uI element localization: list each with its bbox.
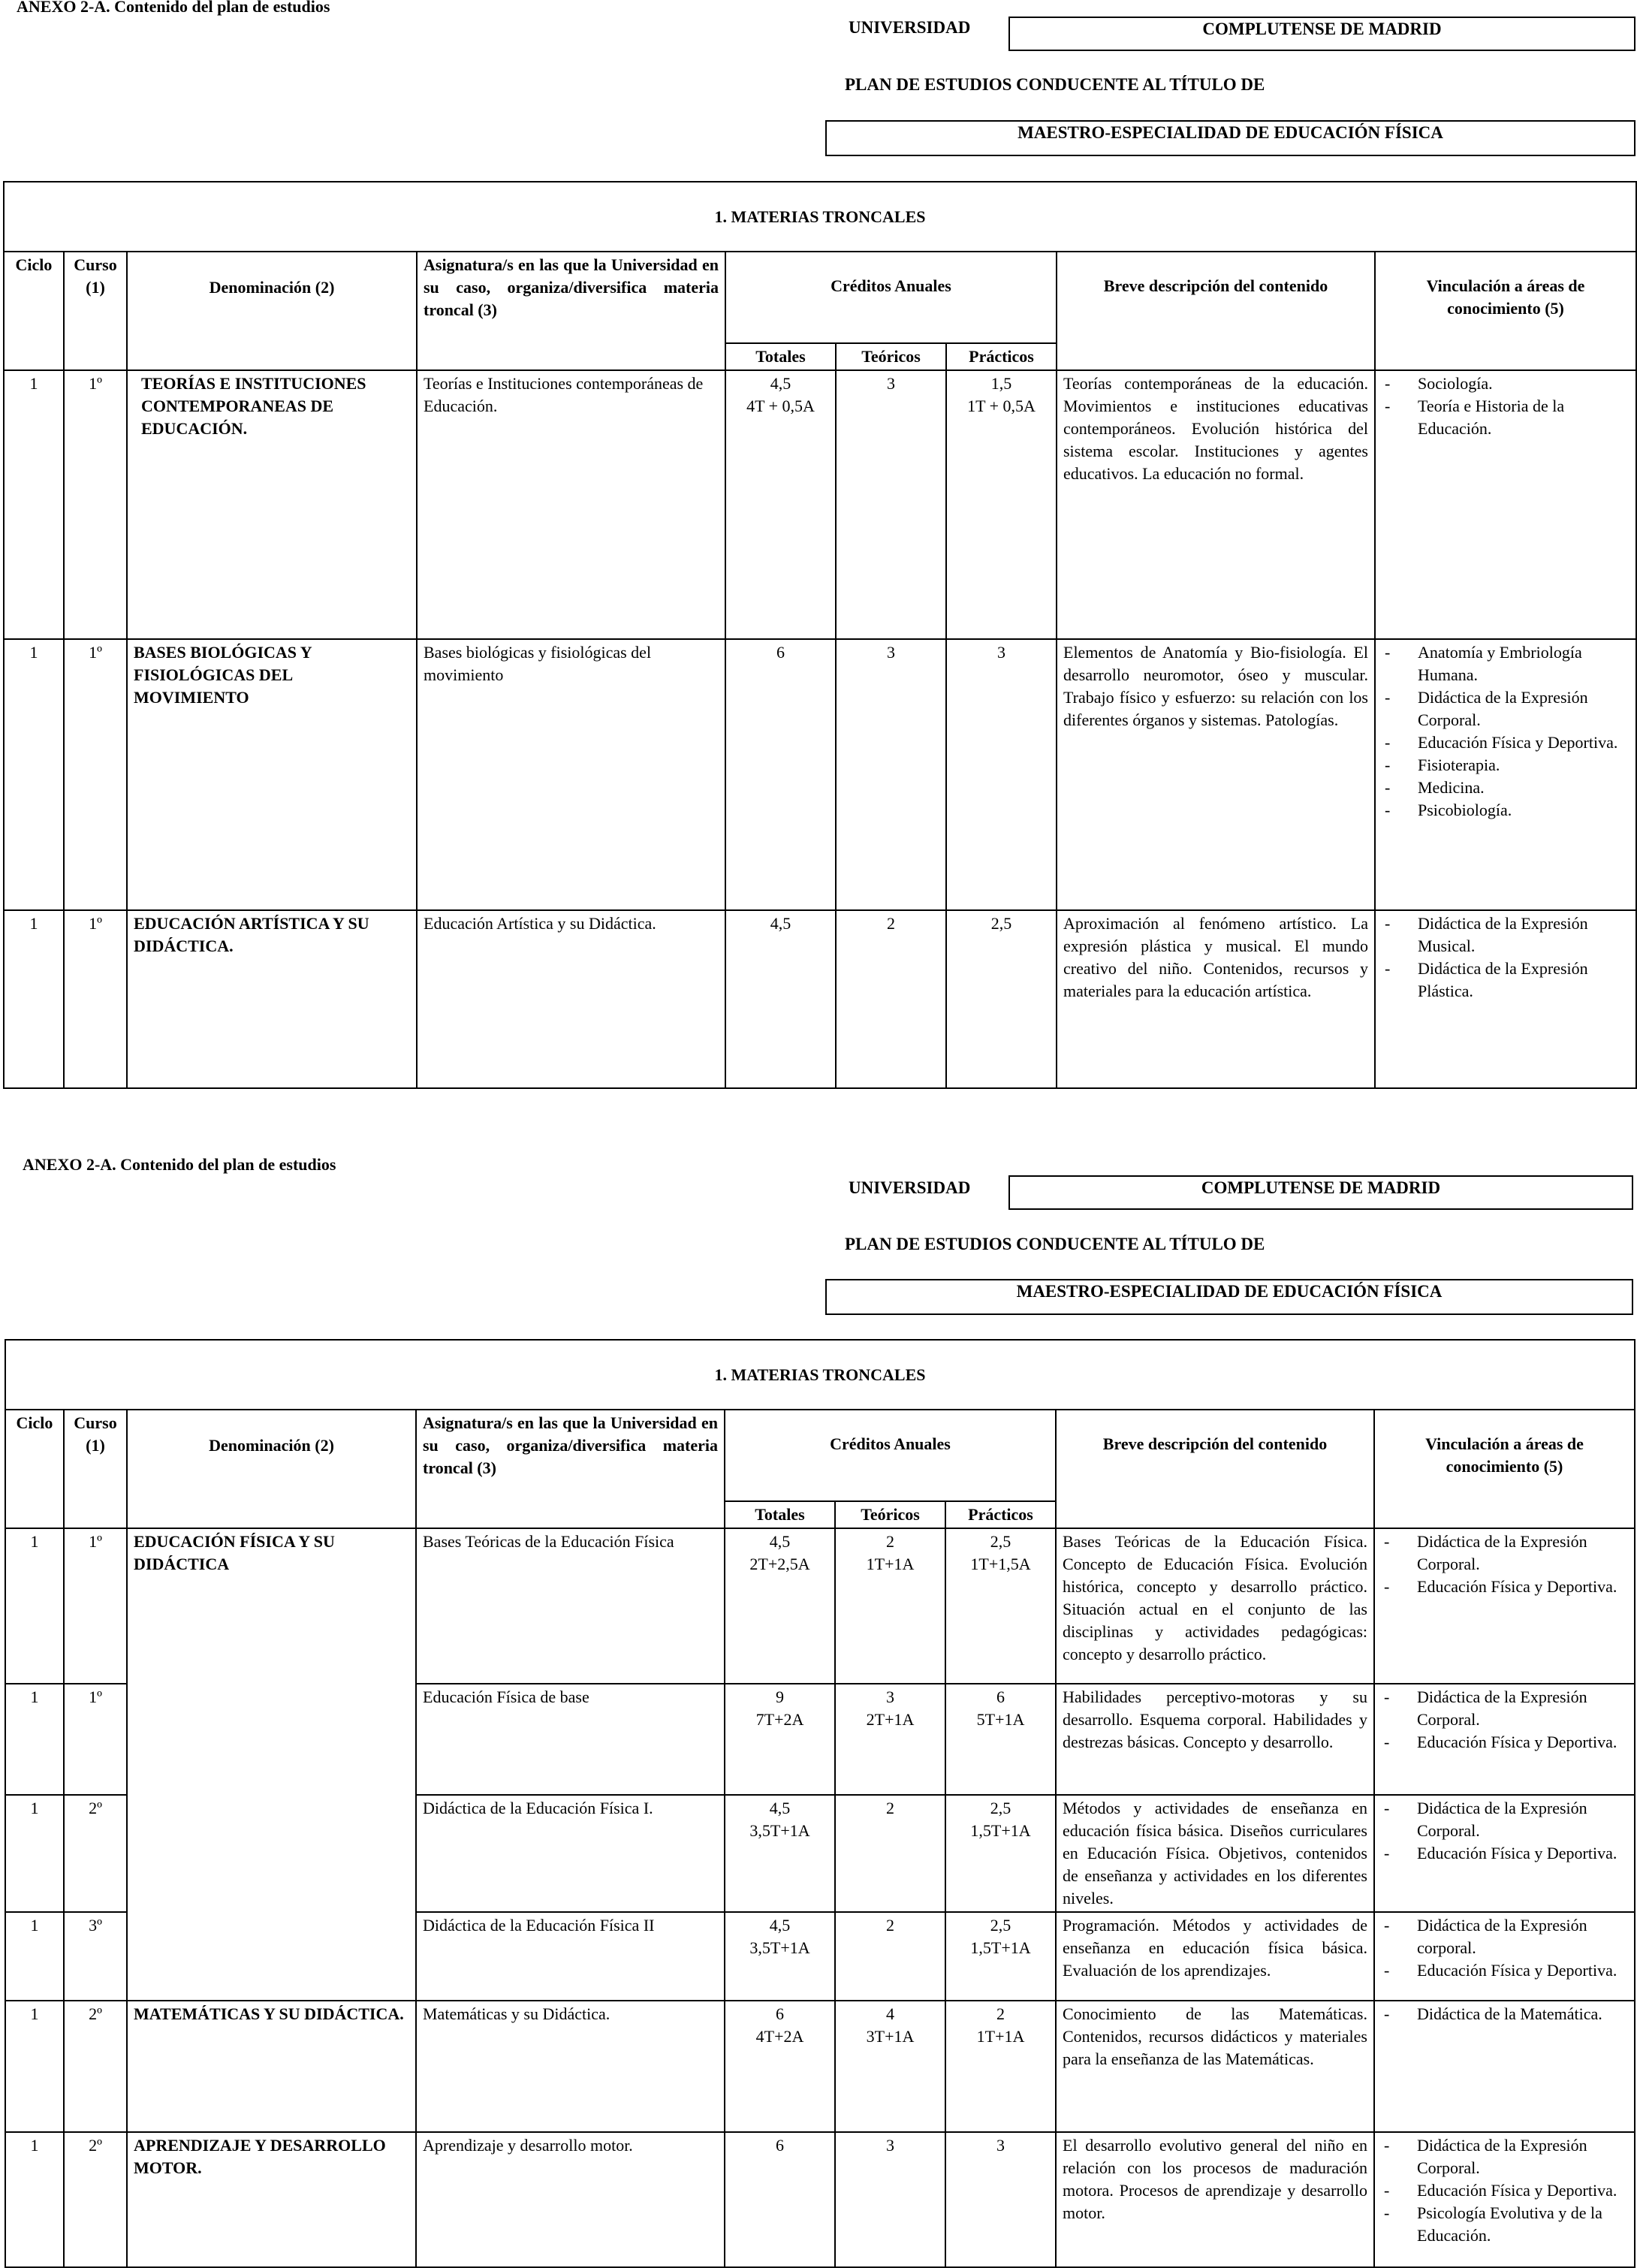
cell-denominacion: APRENDIZAJE Y DESARROLLO MOTOR. <box>127 2132 416 2267</box>
section-title: 1. MATERIAS TRONCALES <box>4 182 1636 252</box>
teoricos-split: 3T+1A <box>866 2027 915 2046</box>
area-item: - Educación Física y Deportiva. <box>1381 1842 1628 1865</box>
areas-list <box>1381 1914 1628 1982</box>
area-item: - Didáctica de la Expresión Corporal. <box>1381 1797 1628 1842</box>
area-item: - Didáctica de la Expresión Plástica. <box>1382 958 1629 1003</box>
areas-list <box>1381 2134 1628 2247</box>
cell-asignatura: Didáctica de la Educación Física II <box>416 1912 725 2001</box>
cell-descripcion: Elementos de Anatomía y Bio-fisiología. El desarrollo neuromotor, óseo y muscular. Trabajo físico y esfuerzo: su relación con los diferentes órganos y sistemas. Patologías. <box>1057 639 1375 910</box>
cell-denominacion: MATEMÁTICAS Y SU DIDÁCTICA. <box>127 2001 416 2132</box>
teoricos-value: 2 <box>886 1916 894 1935</box>
teoricos-split: 2T+1A <box>866 1710 915 1729</box>
header-descripcion: Breve descripción del contenido <box>1057 252 1375 370</box>
cell-areas <box>1374 1528 1635 1684</box>
cell-ciclo: 1 <box>4 370 64 639</box>
practicos-value: 3 <box>997 643 1005 662</box>
totales-split: 3,5T+1A <box>749 1821 810 1840</box>
anexo-title: ANEXO 2-A. Contenido del plan de estudios <box>17 0 330 16</box>
practicos-split: 1T+1A <box>976 2027 1025 2046</box>
teoricos-value: 2 <box>886 1799 894 1817</box>
cell-curso: 1º <box>64 910 127 1088</box>
practicos-value: 2,5 <box>990 914 1012 933</box>
area-item: - Fisioterapia. <box>1382 754 1629 777</box>
totales-split: 7T+2A <box>755 1710 804 1729</box>
header-asignatura: Asignatura/s en las que la Universidad en su caso, organiza/diversifica materia troncal (3) <box>417 252 725 370</box>
cell-totales <box>725 639 836 910</box>
practicos-split: 1,5T+1A <box>970 1821 1031 1840</box>
area-item: - Anatomía y Embriología Humana. <box>1382 641 1629 686</box>
header-totales: Totales <box>725 343 836 370</box>
cell-totales <box>725 2132 835 2267</box>
cell-practicos <box>945 1795 1056 1912</box>
header-denominacion: Denominación (2) <box>127 252 417 370</box>
totales-value: 9 <box>776 1687 784 1706</box>
areas-list <box>1381 1531 1628 1598</box>
cell-teoricos <box>835 1795 945 1912</box>
area-item: - Sociología. <box>1382 372 1629 395</box>
cell-teoricos <box>835 2132 945 2267</box>
header-practicos: Prácticos <box>946 343 1057 370</box>
cell-totales <box>725 2001 835 2132</box>
cell-ciclo: 1 <box>4 910 64 1088</box>
cell-areas <box>1375 910 1636 1088</box>
titulo-box: MAESTRO-ESPECIALIDAD DE EDUCACIÓN FÍSICA <box>825 120 1635 156</box>
area-item: - Teoría e Historia de la Educación. <box>1382 395 1629 440</box>
totales-split: 4T + 0,5A <box>746 397 815 415</box>
area-item: - Educación Física y Deportiva. <box>1381 2179 1628 2202</box>
area-item: - Educación Física y Deportiva. <box>1381 1576 1628 1598</box>
totales-value: 4,5 <box>770 914 791 933</box>
header-vinculacion: Vinculación a áreas de conocimiento (5) <box>1374 1410 1635 1528</box>
anexo-title: ANEXO 2-A. Contenido del plan de estudios <box>23 1155 336 1174</box>
cell-asignatura: Didáctica de la Educación Física I. <box>416 1795 725 1912</box>
header-ciclo: Ciclo <box>5 1410 64 1528</box>
cell-totales <box>725 370 836 639</box>
totales-split: 4T+2A <box>755 2027 804 2046</box>
table-row <box>5 2001 1635 2132</box>
area-item: - Didáctica de la Matemática. <box>1381 2003 1628 2025</box>
totales-value: 6 <box>776 643 785 662</box>
cell-descripcion: Conocimiento de las Matemáticas. Contenidos, recursos didácticos y materiales para la enseñanza de las Matemáticas. <box>1056 2001 1374 2132</box>
header-creditos: Créditos Anuales <box>725 252 1057 343</box>
cell-asignatura: Teorías e Instituciones contemporáneas de Educación. <box>417 370 725 639</box>
practicos-split: 1T + 0,5A <box>967 397 1036 415</box>
cell-teoricos <box>836 639 946 910</box>
cell-areas <box>1375 370 1636 639</box>
area-item: - Psicobiología. <box>1382 799 1629 822</box>
totales-value: 4,5 <box>769 1799 791 1817</box>
cell-areas <box>1374 1912 1635 2001</box>
cell-denominacion: TEORÍAS E INSTITUCIONES CONTEMPORANEAS DE EDUCACIÓN. <box>127 370 417 639</box>
teoricos-value: 3 <box>887 643 895 662</box>
cell-totales <box>725 1684 835 1795</box>
cell-practicos <box>945 1912 1056 2001</box>
cell-descripcion: Bases Teóricas de la Educación Física. Concepto de Educación Física. Evolución histórica, concepto y desarrollo práctico. Situación actual en el conjunto de las disciplinas y actividades pedagógicas: concepto y desarrollo práctico. <box>1056 1528 1374 1684</box>
teoricos-value: 3 <box>886 1687 894 1706</box>
header-curso: Curso (1) <box>64 1410 127 1528</box>
totales-value: 4,5 <box>769 1532 791 1551</box>
cell-asignatura: Bases Teóricas de la Educación Física <box>416 1528 725 1684</box>
teoricos-value: 3 <box>886 2136 894 2155</box>
totales-value: 4,5 <box>770 374 791 393</box>
cell-areas <box>1375 639 1636 910</box>
cell-asignatura: Educación Artística y su Didáctica. <box>417 910 725 1088</box>
cell-areas <box>1374 1795 1635 1912</box>
table-row <box>4 639 1636 910</box>
area-item: - Didáctica de la Expresión corporal. <box>1381 1914 1628 1959</box>
area-item: - Didáctica de la Expresión Corporal. <box>1382 686 1629 731</box>
cell-teoricos <box>836 370 946 639</box>
practicos-value: 3 <box>996 2136 1005 2155</box>
area-item: - Educación Física y Deportiva. <box>1381 1731 1628 1754</box>
cell-teoricos <box>835 1912 945 2001</box>
cell-descripcion: El desarrollo evolutivo general del niño en relación con los procesos de maduración motora. Procesos de aprendizaje y desarrollo motor. <box>1056 2132 1374 2267</box>
cell-ciclo: 1 <box>5 1528 64 1684</box>
cell-totales <box>725 1912 835 2001</box>
cell-practicos <box>945 2001 1056 2132</box>
practicos-value: 2,5 <box>990 1532 1011 1551</box>
area-item: - Didáctica de la Expresión Musical. <box>1382 912 1629 958</box>
header-vinculacion: Vinculación a áreas de conocimiento (5) <box>1375 252 1636 370</box>
universidad-name: COMPLUTENSE DE MADRID <box>1008 1175 1633 1210</box>
totales-value: 6 <box>776 2004 784 2023</box>
areas-list <box>1381 2003 1628 2025</box>
universidad-label: UNIVERSIDAD <box>849 18 971 37</box>
table-row <box>5 1528 1635 1684</box>
areas-list <box>1381 1686 1628 1754</box>
cell-teoricos <box>835 2001 945 2132</box>
area-item: - Didáctica de la Expresión Corporal. <box>1381 1531 1628 1576</box>
cell-areas <box>1374 2132 1635 2267</box>
cell-teoricos <box>835 1684 945 1795</box>
universidad-name: COMPLUTENSE DE MADRID <box>1008 17 1635 51</box>
teoricos-split: 1T+1A <box>866 1555 915 1573</box>
cell-curso: 1º <box>64 1684 127 1795</box>
header-teoricos: Teóricos <box>835 1501 945 1528</box>
cell-curso: 3º <box>64 1912 127 2001</box>
area-item: - Medicina. <box>1382 777 1629 799</box>
totales-value: 4,5 <box>769 1916 791 1935</box>
cell-practicos <box>945 1528 1056 1684</box>
cell-curso: 1º <box>64 639 127 910</box>
universidad-label: UNIVERSIDAD <box>849 1178 971 1197</box>
cell-teoricos <box>836 910 946 1088</box>
cell-teoricos <box>835 1528 945 1684</box>
cell-practicos <box>946 639 1057 910</box>
area-item: - Educación Física y Deportiva. <box>1382 731 1629 754</box>
cell-curso: 2º <box>64 2001 127 2132</box>
practicos-value: 2,5 <box>990 1916 1011 1935</box>
totales-split: 3,5T+1A <box>749 1938 810 1957</box>
cell-denominacion: EDUCACIÓN FÍSICA Y SU DIDÁCTICA <box>127 1528 416 2001</box>
totales-value: 6 <box>776 2136 784 2155</box>
cell-ciclo: 1 <box>5 1684 64 1795</box>
cell-descripcion: Aproximación al fenómeno artístico. La expresión plástica y musical. El mundo creativo del niño. Contenidos, recursos y materiales para la educación artística. <box>1057 910 1375 1088</box>
header-denominacion: Denominación (2) <box>127 1410 416 1528</box>
areas-list <box>1381 1797 1628 1865</box>
areas-list <box>1382 641 1629 822</box>
areas-list <box>1382 372 1629 440</box>
area-item: - Educación Física y Deportiva. <box>1381 1959 1628 1982</box>
cell-ciclo: 1 <box>5 2132 64 2267</box>
teoricos-value: 2 <box>886 1532 894 1551</box>
section-title: 1. MATERIAS TRONCALES <box>5 1340 1635 1410</box>
cell-denominacion: BASES BIOLÓGICAS Y FISIOLÓGICAS DEL MOVIMIENTO <box>127 639 417 910</box>
cell-descripcion: Métodos y actividades de enseñanza en educación física básica. Diseños curriculares en Educación Física. Objetivos, contenidos de enseñanza y actividades en los diferentes niveles. <box>1056 1795 1374 1912</box>
cell-areas <box>1374 1684 1635 1795</box>
header-curso: Curso (1) <box>64 252 127 370</box>
cell-ciclo: 1 <box>5 1795 64 1912</box>
practicos-split: 1T+1,5A <box>970 1555 1031 1573</box>
header-asignatura: Asignatura/s en las que la Universidad en su caso, organiza/diversifica materia troncal (3) <box>416 1410 725 1528</box>
header-ciclo: Ciclo <box>4 252 64 370</box>
cell-ciclo: 1 <box>5 1912 64 2001</box>
cell-totales <box>725 1528 835 1684</box>
cell-ciclo: 1 <box>5 2001 64 2132</box>
header-totales: Totales <box>725 1501 835 1528</box>
materias-table <box>3 181 1637 1089</box>
cell-curso: 1º <box>64 1528 127 1684</box>
cell-asignatura: Matemáticas y su Didáctica. <box>416 2001 725 2132</box>
teoricos-value: 4 <box>886 2004 894 2023</box>
cell-curso: 2º <box>64 1795 127 1912</box>
practicos-value: 2 <box>996 2004 1005 2023</box>
teoricos-value: 2 <box>887 914 895 933</box>
plan-label: PLAN DE ESTUDIOS CONDUCENTE AL TÍTULO DE <box>845 75 1265 94</box>
cell-curso: 1º <box>64 370 127 639</box>
header-teoricos: Teóricos <box>836 343 946 370</box>
cell-asignatura: Aprendizaje y desarrollo motor. <box>416 2132 725 2267</box>
areas-list <box>1382 912 1629 1003</box>
cell-totales <box>725 910 836 1088</box>
titulo-box: MAESTRO-ESPECIALIDAD DE EDUCACIÓN FÍSICA <box>825 1279 1633 1315</box>
practicos-split: 1,5T+1A <box>970 1938 1031 1957</box>
practicos-value: 1,5 <box>990 374 1012 393</box>
cell-practicos <box>946 910 1057 1088</box>
practicos-value: 6 <box>996 1687 1005 1706</box>
cell-descripcion: Programación. Métodos y actividades de enseñanza en educación física básica. Evaluación de los aprendizajes. <box>1056 1912 1374 2001</box>
teoricos-value: 3 <box>887 374 895 393</box>
header-descripcion: Breve descripción del contenido <box>1056 1410 1374 1528</box>
table-row <box>5 2132 1635 2267</box>
table-row <box>4 370 1636 639</box>
area-item: - Psicología Evolutiva y de la Educación. <box>1381 2202 1628 2247</box>
cell-totales <box>725 1795 835 1912</box>
area-item: - Didáctica de la Expresión Corporal. <box>1381 1686 1628 1731</box>
cell-asignatura: Educación Física de base <box>416 1684 725 1795</box>
cell-practicos <box>945 1684 1056 1795</box>
cell-denominacion: EDUCACIÓN ARTÍSTICA Y SU DIDÁCTICA. <box>127 910 417 1088</box>
plan-label: PLAN DE ESTUDIOS CONDUCENTE AL TÍTULO DE <box>845 1235 1265 1253</box>
cell-areas <box>1374 2001 1635 2132</box>
practicos-value: 2,5 <box>990 1799 1011 1817</box>
cell-asignatura: Bases biológicas y fisiológicas del movimiento <box>417 639 725 910</box>
cell-curso: 2º <box>64 2132 127 2267</box>
cell-practicos <box>945 2132 1056 2267</box>
totales-split: 2T+2,5A <box>749 1555 810 1573</box>
header-creditos: Créditos Anuales <box>725 1410 1056 1501</box>
materias-table <box>5 1339 1635 2268</box>
practicos-split: 5T+1A <box>976 1710 1025 1729</box>
area-item: - Didáctica de la Expresión Corporal. <box>1381 2134 1628 2179</box>
cell-practicos <box>946 370 1057 639</box>
table-row <box>4 910 1636 1088</box>
header-practicos: Prácticos <box>945 1501 1056 1528</box>
cell-descripcion: Habilidades perceptivo-motoras y su desarrollo. Esquema corporal. Habilidades y destrezas básicas. Concepto y desarrollo. <box>1056 1684 1374 1795</box>
cell-descripcion: Teorías contemporáneas de la educación. Movimientos e instituciones educativas contemporáneos. Evolución histórica del sistema escolar. Instituciones y agentes educativos. La educación no formal. <box>1057 370 1375 639</box>
cell-ciclo: 1 <box>4 639 64 910</box>
